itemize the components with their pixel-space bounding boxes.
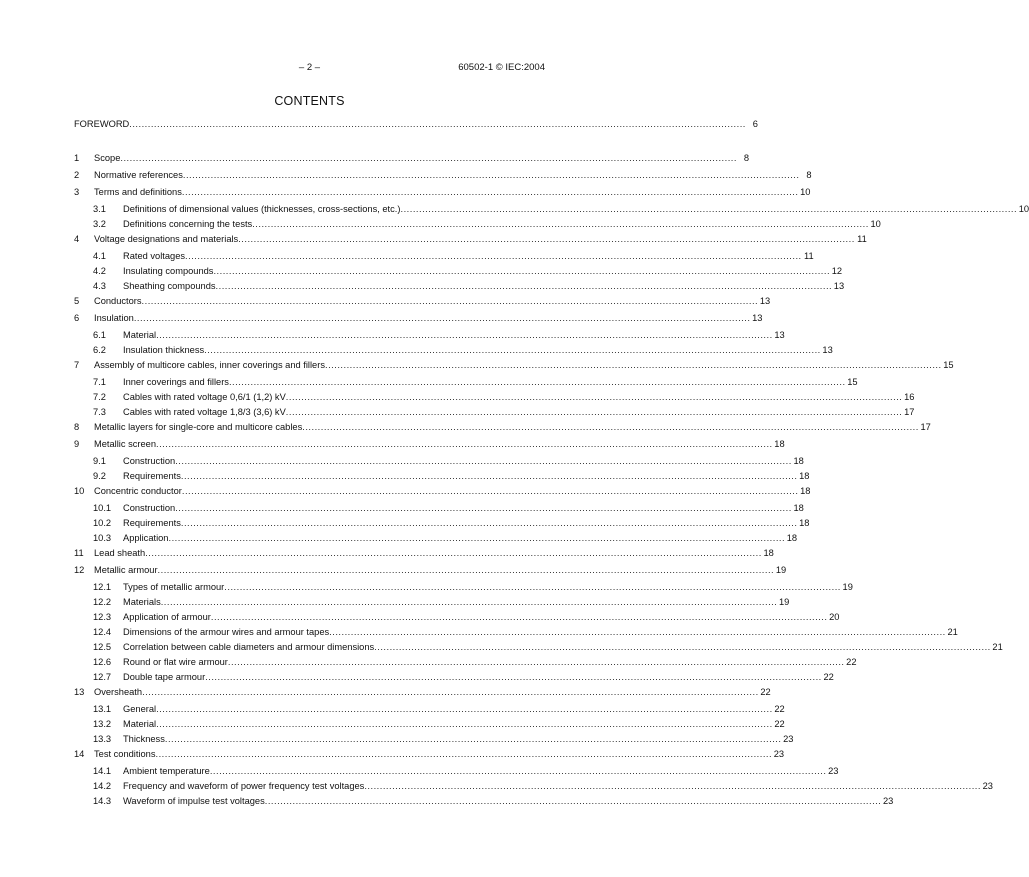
toc-entry-number: 12.6 <box>93 657 112 667</box>
toc-entry-title: Lead sheath <box>94 548 146 558</box>
toc-entry-page: 6 <box>752 119 758 129</box>
toc-entry-page: 23 <box>783 734 794 744</box>
toc-entry[interactable] <box>74 626 958 639</box>
toc-leader-dots <box>175 455 792 468</box>
toc-entry[interactable] <box>74 748 785 761</box>
toc-entry[interactable] <box>74 312 763 325</box>
toc-entry-page: 23 <box>773 749 785 759</box>
toc-entry-title: Inner coverings and fillers <box>123 377 229 387</box>
toc-entry-number: 13.3 <box>93 734 112 744</box>
toc-entry-number: 11 <box>74 548 84 558</box>
toc-entry-page: 22 <box>846 657 857 667</box>
toc-entry-page: 13 <box>822 345 833 355</box>
toc-leader-dots <box>229 376 846 389</box>
toc-entry-title: Construction <box>123 456 176 466</box>
toc-entry-number: 12.4 <box>93 627 112 637</box>
toc-entry[interactable] <box>74 438 785 451</box>
toc-entry-number: 4.3 <box>93 281 106 291</box>
toc-entry-title: Oversheath <box>94 687 143 697</box>
toc-entry[interactable] <box>74 656 857 669</box>
toc-leader-dots <box>165 733 782 746</box>
toc-entry-title: Cables with rated voltage 0,6/1 (1,2) kV <box>123 392 286 402</box>
toc-entry[interactable] <box>74 233 867 246</box>
toc-entry-page: 18 <box>786 533 798 543</box>
toc-entry[interactable] <box>74 344 833 357</box>
toc-entry-page: 18 <box>800 486 811 496</box>
toc-entry-title: Waveform of impulse test voltages <box>123 796 265 806</box>
toc-entry[interactable] <box>74 671 834 684</box>
toc-entry-title: Ambient temperature <box>123 766 210 776</box>
toc-entry-number: 7.3 <box>93 407 106 417</box>
page-title: CONTENTS <box>274 94 345 108</box>
toc-entry-number: 3.2 <box>93 219 106 229</box>
toc-leader-dots <box>325 359 942 372</box>
toc-entry-title: Cables with rated voltage 1,8/3 (3,6) kV <box>123 407 286 417</box>
toc-entry[interactable] <box>74 641 1003 654</box>
toc-entry-title: Definitions of dimensional values (thicknesses, cross-sections, etc.) <box>123 204 401 214</box>
toc-leader-dots <box>329 626 946 639</box>
toc-entry[interactable] <box>74 421 931 434</box>
toc-entry-number: 6 <box>74 313 80 323</box>
toc-leader-dots <box>211 611 828 624</box>
toc-entry[interactable] <box>74 517 810 530</box>
toc-entry-page: 22 <box>823 672 834 682</box>
toc-entry[interactable] <box>74 703 785 716</box>
toc-entry[interactable] <box>74 295 771 308</box>
toc-leader-dots <box>205 671 822 684</box>
toc-entry-title: Metallic armour <box>94 565 158 575</box>
toc-entry[interactable] <box>74 329 785 342</box>
toc-leader-dots <box>204 344 821 357</box>
page-number: – 2 – <box>298 62 321 73</box>
toc-entry-number: 2 <box>74 170 80 180</box>
toc-entry-page: 18 <box>793 456 804 466</box>
toc-entry-number: 12.7 <box>93 672 112 682</box>
toc-leader-dots <box>175 502 792 515</box>
toc-entry-title: Thickness <box>123 734 165 744</box>
toc-entry-number: 4.1 <box>93 251 106 261</box>
toc-entry-page: 12 <box>831 266 843 276</box>
toc-leader-dots <box>161 596 778 609</box>
toc-leader-dots <box>286 391 903 404</box>
toc-leader-dots <box>182 485 799 498</box>
toc-entry[interactable] <box>74 470 810 483</box>
toc-entry[interactable] <box>74 547 774 560</box>
toc-entry[interactable] <box>74 250 814 263</box>
toc-entry-title: Sheathing compounds <box>123 281 216 291</box>
toc-entry[interactable] <box>74 265 843 278</box>
toc-leader-dots <box>156 703 773 716</box>
toc-entry-title: Materials <box>123 597 161 607</box>
toc-leader-dots <box>224 581 841 594</box>
toc-leader-dots <box>156 718 773 731</box>
toc-entry[interactable] <box>74 218 881 231</box>
toc-leader-dots <box>185 250 802 263</box>
toc-leader-dots <box>265 795 882 808</box>
toc-entry-title: Material <box>123 330 157 340</box>
toc-entry-page: 11 <box>857 234 867 244</box>
toc-entry-title: Application of armour <box>123 612 211 622</box>
toc-entry[interactable] <box>74 564 787 577</box>
toc-entry-page: 21 <box>992 642 1003 652</box>
toc-entry-title: Requirements <box>123 518 181 528</box>
toc-entry-title: Dimensions of the armour wires and armour tapes <box>123 627 330 637</box>
toc-entry-title: Material <box>123 719 157 729</box>
toc-entry-number: 13.1 <box>93 704 112 714</box>
toc-entry-page: 18 <box>774 439 785 449</box>
toc-leader-dots <box>286 406 903 419</box>
toc-entry-page: 10 <box>870 219 881 229</box>
toc-entry[interactable] <box>74 391 915 404</box>
toc-entry-page: 10 <box>800 187 811 197</box>
toc-entry-number: 10 <box>74 486 85 496</box>
toc-leader-dots <box>213 265 830 278</box>
toc-entry[interactable] <box>74 169 812 182</box>
toc-leader-dots <box>183 169 800 182</box>
toc-entry-page: 20 <box>829 612 840 622</box>
toc-entry-page: 13 <box>752 313 763 323</box>
toc-leader-dots <box>129 118 746 131</box>
toc-entry-title: Correlation between cable diameters and armour dimensions <box>123 642 375 652</box>
toc-entry-title: Frequency and waveform of power frequency test voltages <box>123 781 365 791</box>
toc-entry-number: 7 <box>74 360 80 370</box>
toc-entry-title: Construction <box>123 503 176 513</box>
toc-leader-dots <box>156 329 773 342</box>
toc-entry-page: 17 <box>904 407 915 417</box>
toc-entry-page: 22 <box>774 704 785 714</box>
toc-leader-dots <box>145 547 762 560</box>
toc-leader-dots <box>158 564 775 577</box>
toc-entry-title: Terms and definitions <box>94 187 182 197</box>
toc-entry-page: 11 <box>803 251 814 261</box>
toc-entry[interactable] <box>74 596 790 609</box>
toc-entry-page: 23 <box>982 781 993 791</box>
toc-entry-page: 13 <box>833 281 845 291</box>
toc-entry-number: 12.1 <box>93 582 112 592</box>
toc-entry-title: Double tape armour <box>123 672 206 682</box>
toc-entry-title: Scope <box>94 153 121 163</box>
toc-entry[interactable] <box>74 118 758 131</box>
toc-leader-dots <box>374 641 991 654</box>
toc-leader-dots <box>156 438 773 451</box>
toc-entry-page: 19 <box>778 597 790 607</box>
toc-entry[interactable] <box>74 485 811 498</box>
toc-leader-dots <box>134 312 751 325</box>
toc-entry-page: 16 <box>904 392 915 402</box>
toc-entry-number: 8 <box>74 422 80 432</box>
toc-entry-title: Normative references <box>94 170 183 180</box>
toc-entry-number: 3 <box>74 187 80 197</box>
toc-leader-dots <box>400 203 1017 216</box>
toc-entry-page: 17 <box>920 422 931 432</box>
toc-entry-page: 13 <box>759 296 771 306</box>
toc-entry-number: 12.2 <box>93 597 112 607</box>
toc-entry-number: 14.1 <box>93 766 112 776</box>
toc-entry[interactable] <box>74 203 1029 216</box>
toc-entry-number: 3.1 <box>93 204 106 214</box>
toc-entry[interactable] <box>74 733 794 746</box>
toc-leader-dots <box>156 748 773 761</box>
toc-entry-page: 23 <box>883 796 894 806</box>
standard-reference: 60502-1 © IEC:2004 <box>458 62 545 73</box>
toc-entry-title: Metallic layers for single-core and multicore cables <box>94 422 303 432</box>
toc-entry-title: Voltage designations and materials <box>94 234 239 244</box>
toc-leader-dots <box>228 656 845 669</box>
toc-entry[interactable] <box>74 532 798 545</box>
toc-entry[interactable] <box>74 502 804 515</box>
toc-entry-number: 4 <box>74 234 80 244</box>
toc-entry-title: Round or flat wire armour <box>123 657 228 667</box>
toc-entry[interactable] <box>74 795 894 808</box>
toc-entry-title: Requirements <box>123 471 181 481</box>
toc-leader-dots <box>142 686 759 699</box>
toc-entry-title: Concentric conductor <box>94 486 182 496</box>
toc-entry-number: 9 <box>74 439 80 449</box>
toc-entry[interactable] <box>74 376 858 389</box>
toc-entry[interactable] <box>74 152 749 165</box>
toc-entry-page: 19 <box>775 565 787 575</box>
toc-entry-number: 1 <box>74 153 80 163</box>
toc-entry-page: 18 <box>793 503 804 513</box>
toc-entry-page: 8 <box>743 153 749 163</box>
toc-entry-number: 10.1 <box>93 503 112 513</box>
toc-entry-number: 9.1 <box>93 456 106 466</box>
toc-entry[interactable] <box>74 455 804 468</box>
toc-entry-number: 14.3 <box>93 796 112 806</box>
toc-leader-dots <box>252 218 869 231</box>
toc-entry-page: 10 <box>1018 204 1029 214</box>
toc-entry[interactable] <box>74 359 954 372</box>
toc-leader-dots <box>168 532 785 545</box>
toc-entry-title: Application <box>123 533 169 543</box>
toc-leader-dots <box>238 233 855 246</box>
toc-entry-page: 18 <box>799 518 810 528</box>
toc-leader-dots <box>181 517 798 530</box>
toc-entry[interactable] <box>74 765 839 778</box>
toc-entry-title: FOREWORD <box>74 119 130 129</box>
toc-leader-dots <box>302 421 919 434</box>
toc-entry-number: 14.2 <box>93 781 112 791</box>
toc-entry-title: Types of metallic armour <box>123 582 225 592</box>
toc-entry-title: Assembly of multicore cables, inner coverings and fillers <box>94 360 325 370</box>
toc-entry-title: Insulation <box>94 313 134 323</box>
toc-entry-number: 6.1 <box>93 330 106 340</box>
toc-entry[interactable] <box>74 686 771 699</box>
toc-entry-page: 21 <box>947 627 958 637</box>
toc-entry-page: 15 <box>847 377 858 387</box>
toc-entry-number: 10.3 <box>93 533 112 543</box>
toc-leader-dots <box>182 186 799 199</box>
toc-entry-number: 14 <box>74 749 85 759</box>
toc-entry-title: Insulating compounds <box>123 266 214 276</box>
toc-entry-page: 22 <box>760 687 771 697</box>
toc-entry-number: 7.1 <box>93 377 106 387</box>
toc-entry-number: 13.2 <box>93 719 112 729</box>
toc-entry-page: 19 <box>842 582 853 592</box>
toc-entry[interactable] <box>74 780 993 793</box>
toc-entry-title: Rated voltages <box>123 251 186 261</box>
toc-entry-page: 13 <box>774 330 785 340</box>
toc-entry-title: Conductors <box>94 296 142 306</box>
toc-entry-number: 12.5 <box>93 642 112 652</box>
toc-entry-number: 9.2 <box>93 471 106 481</box>
toc-entry[interactable] <box>74 406 915 419</box>
toc-leader-dots <box>142 295 759 308</box>
toc-entry-number: 4.2 <box>93 266 106 276</box>
toc-entry-number: 5 <box>74 296 80 306</box>
toc-entry[interactable] <box>74 611 840 624</box>
toc-entry-title: Insulation thickness <box>123 345 205 355</box>
toc-entry-title: Metallic screen <box>94 439 157 449</box>
toc-leader-dots <box>364 780 981 793</box>
toc-entry-page: 22 <box>774 719 785 729</box>
toc-entry-number: 13 <box>74 687 85 697</box>
toc-entry-title: Test conditions <box>94 749 156 759</box>
toc-entry-page: 18 <box>799 471 810 481</box>
toc-entry-title: General <box>123 704 157 714</box>
toc-leader-dots <box>216 280 833 293</box>
toc-entry[interactable] <box>74 581 853 594</box>
toc-entry-number: 10.2 <box>93 518 112 528</box>
toc-leader-dots <box>120 152 737 165</box>
toc-leader-dots <box>210 765 827 778</box>
toc-entry[interactable] <box>74 718 785 731</box>
toc-entry-number: 12 <box>74 565 85 575</box>
toc-entry[interactable] <box>74 280 845 293</box>
toc-entry-page: 23 <box>828 766 839 776</box>
toc-entry-title: Definitions concerning the tests <box>123 219 253 229</box>
toc-leader-dots <box>181 470 798 483</box>
toc-entry-number: 7.2 <box>93 392 106 402</box>
toc-entry[interactable] <box>74 186 811 199</box>
toc-entry-number: 6.2 <box>93 345 106 355</box>
toc-entry-page: 15 <box>943 360 954 370</box>
toc-entry-number: 12.3 <box>93 612 112 622</box>
toc-entry-page: 8 <box>806 170 812 180</box>
toc-entry-page: 18 <box>763 548 774 558</box>
